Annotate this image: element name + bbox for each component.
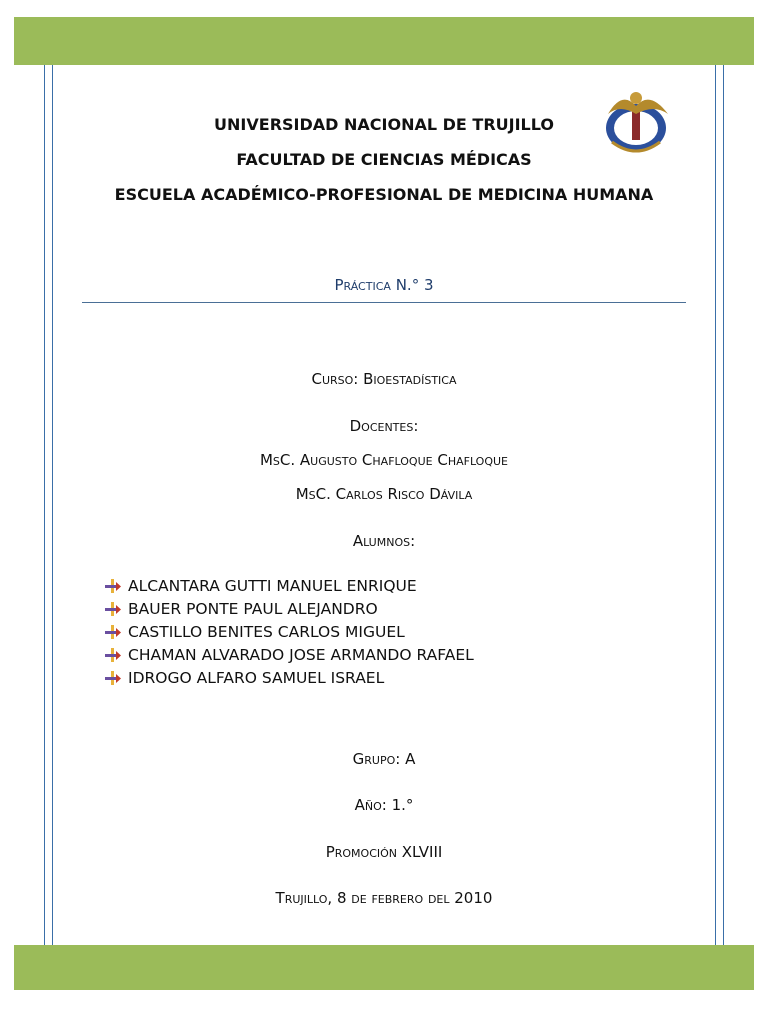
arrow-bullet-icon xyxy=(104,624,122,640)
year-label: Año: 1.° xyxy=(354,796,414,814)
teacher-name: MsC. Carlos Risco Dávila xyxy=(295,485,473,503)
promotion-label: Promoción XLVIII xyxy=(325,843,443,861)
arrow-bullet-icon xyxy=(104,578,122,594)
practica-number: N.° 3 xyxy=(395,276,434,294)
arrow-bullet-icon xyxy=(104,601,122,617)
teachers-label: Docentes: xyxy=(349,417,419,435)
date-label: Trujillo, 8 de febrero del 2010 xyxy=(275,889,493,907)
faculty-name: FACULTAD DE CIENCIAS MÉDICAS xyxy=(236,150,532,169)
list-item xyxy=(104,620,474,643)
bottom-green-band xyxy=(14,945,754,990)
student-name: CHAMAN ALVARADO JOSE ARMANDO RAFAEL xyxy=(128,645,474,664)
practica-title xyxy=(0,276,768,294)
arrow-bullet-icon xyxy=(104,670,122,686)
course-label: Curso: Bioestadística xyxy=(311,370,457,388)
arrow-bullet-icon xyxy=(104,647,122,663)
title-divider xyxy=(82,302,686,303)
list-item xyxy=(104,574,474,597)
list-item xyxy=(104,643,474,666)
list-item xyxy=(104,597,474,620)
school-name: ESCUELA ACADÉMICO-PROFESIONAL DE MEDICINA HUMANA xyxy=(114,185,654,204)
student-name: ALCANTARA GUTTI MANUEL ENRIQUE xyxy=(128,576,417,595)
group-label: Grupo: A xyxy=(352,750,416,768)
practica-label: Práctica xyxy=(334,276,391,294)
university-name: UNIVERSIDAD NACIONAL DE TRUJILLO xyxy=(214,115,554,134)
student-name: IDROGO ALFARO SAMUEL ISRAEL xyxy=(128,668,385,687)
teacher-name: MsC. Augusto Chafloque Chafloque xyxy=(259,451,509,469)
student-name: BAUER PONTE PAUL ALEJANDRO xyxy=(128,599,378,618)
student-name: CASTILLO BENITES CARLOS MIGUEL xyxy=(128,622,405,641)
students-label: Alumnos: xyxy=(352,532,416,550)
students-list xyxy=(104,574,474,689)
list-item xyxy=(104,666,474,689)
top-green-band xyxy=(14,17,754,65)
